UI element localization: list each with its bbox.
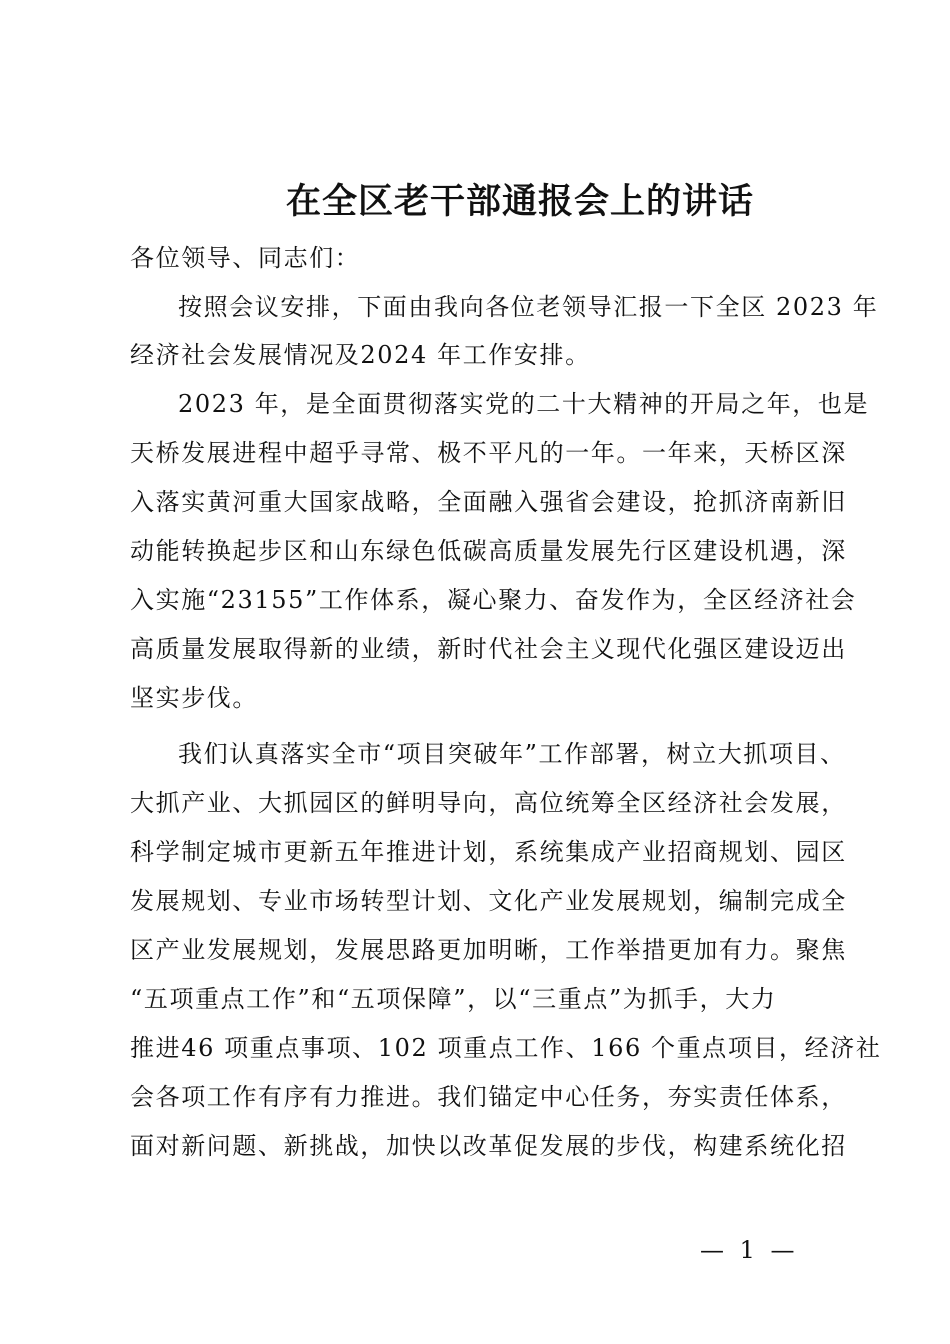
paragraph-line: 面对新问题、新挑战，加快以改革促发展的步伐，构建系统化招 xyxy=(130,1132,847,1160)
paragraph-line: 大抓产业、大抓园区的鲜明导向，高位统筹全区经济社会发展， xyxy=(130,789,847,817)
paragraph-line: 天桥发展进程中超乎寻常、极不平凡的一年。一年来，天桥区深 xyxy=(130,439,847,467)
paragraph-line: 科学制定城市更新五年推进计划，系统集成产业招商规划、园区 xyxy=(130,838,847,866)
paragraph-line: 入实施“23155”工作体系，凝心聚力、奋发作为，全区经济社会 xyxy=(130,586,857,614)
paragraph-line: 会各项工作有序有力推进。我们锚定中心任务，夯实责任体系， xyxy=(130,1083,847,1111)
paragraph-line: 区产业发展规划，发展思路更加明晰，工作举措更加有力。聚焦 xyxy=(130,936,847,964)
document-title: 在全区老干部通报会上的讲话 xyxy=(285,181,754,222)
paragraph-line: 经济社会发展情况及2024 年工作安排。 xyxy=(130,341,591,369)
paragraph-line: 发展规划、专业市场转型计划、文化产业发展规划，编制完成全 xyxy=(130,887,847,915)
paragraph-line: 按照会议安排，下面由我向各位老领导汇报一下全区 2023 年 xyxy=(178,293,879,321)
paragraph-line: 坚实步伐。 xyxy=(130,684,258,712)
salutation: 各位领导、同志们： xyxy=(130,244,361,272)
paragraph-line: 我们认真落实全市“项目突破年”工作部署，树立大抓项目、 xyxy=(178,740,846,768)
paragraph-line: 高质量发展取得新的业绩，新时代社会主义现代化强区建设迈出 xyxy=(130,635,847,663)
paragraph-line: 推进46 项重点事项、102 项重点工作、166 个重点项目，经济社 xyxy=(130,1034,882,1062)
paragraph-line: 动能转换起步区和山东绿色低碳高质量发展先行区建设机遇，深 xyxy=(130,537,847,565)
paragraph-line: “五项重点工作”和“五项保障”，以“三重点”为抓手，大力 xyxy=(130,985,777,1013)
paragraph-line: 入落实黄河重大国家战略，全面融入强省会建设，抢抓济南新旧 xyxy=(130,488,847,516)
paragraph-line: 2023 年，是全面贯彻落实党的二十大精神的开局之年，也是 xyxy=(178,390,870,418)
page-number: — 1 — xyxy=(700,1236,799,1264)
